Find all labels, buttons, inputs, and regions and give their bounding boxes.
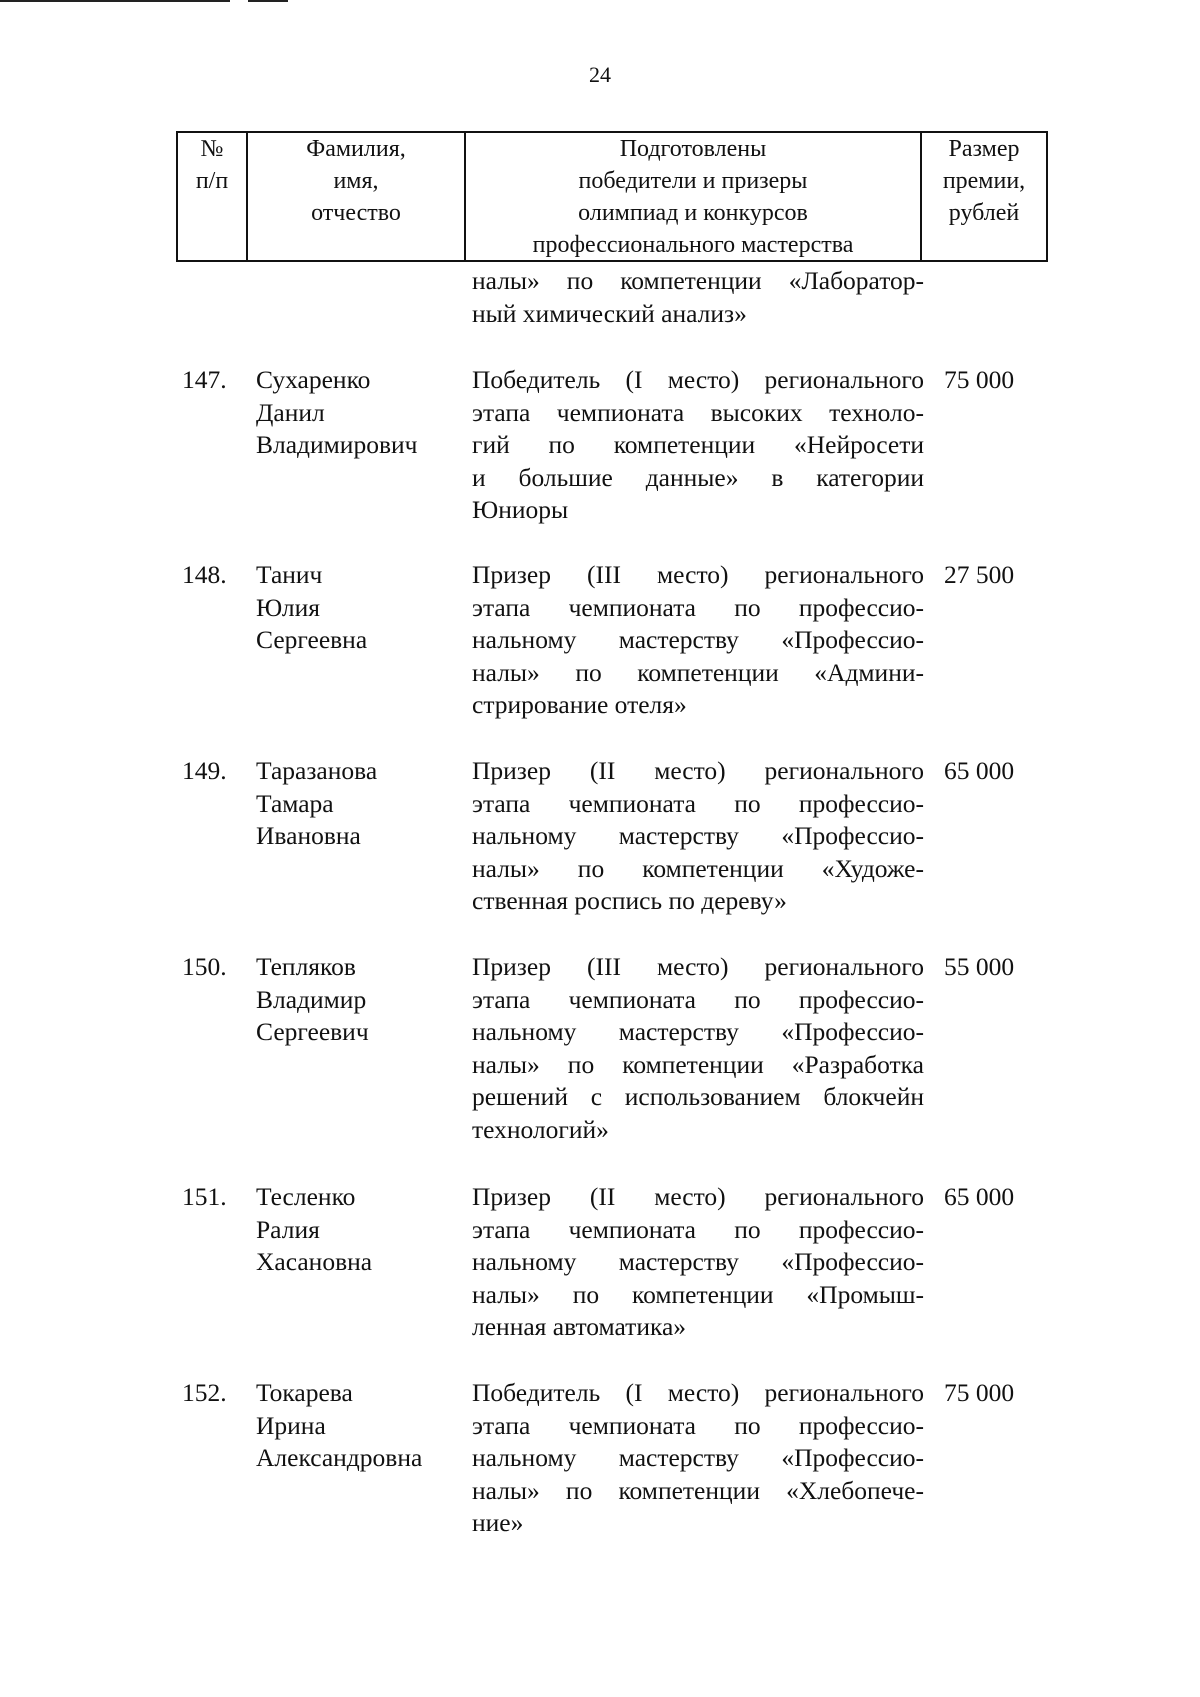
scan-mark-top-left-2: [248, 0, 288, 2]
header-col-num: [178, 133, 246, 260]
header-prize-line: рублей: [948, 200, 1020, 226]
desc-line: этапа чемпионата по профессио-: [472, 788, 924, 818]
desc-line: нальному мастерству «Профессио-: [472, 625, 924, 654]
desc-line: Призер (III место) регионального: [472, 952, 924, 981]
row-description: [472, 1377, 924, 1540]
name-line: Ирина: [256, 1410, 326, 1440]
row-name: [256, 755, 456, 853]
header-num-line: п/п: [195, 168, 229, 194]
desc-line: налы» по компетенции «Админи-: [472, 657, 924, 687]
row-name: [256, 559, 456, 657]
row-name: [256, 364, 456, 462]
desc-line: гий по компетенции «Нейросети: [472, 430, 924, 459]
desc-line: этапа чемпионата высоких техноло-: [472, 397, 924, 427]
desc-line: и большие данные» в категории: [472, 462, 924, 492]
desc-line: решений с использованием блокчейн: [472, 1082, 924, 1111]
desc-line: налы» по компетенции «Художе-: [472, 853, 924, 883]
desc-line: нальному мастерству «Профессио-: [472, 1443, 924, 1472]
row-number: 150.: [182, 952, 227, 981]
row-name: [256, 1377, 456, 1475]
row-number: 148.: [182, 560, 227, 589]
desc-line: нальному мастерству «Профессио-: [472, 821, 924, 850]
desc-line: ленная автоматика»: [472, 1312, 687, 1341]
desc-line: налы» по компетенции «Промыш-: [472, 1279, 924, 1309]
header-col-prize: [922, 133, 1046, 260]
row-name: [256, 951, 456, 1049]
name-line: Тесленко: [256, 1182, 356, 1211]
row-description: [472, 1181, 924, 1344]
row-description: [472, 755, 924, 918]
name-line: Тамара: [256, 788, 334, 818]
header-desc-line: победители и призеры: [578, 168, 808, 194]
row-description: [472, 951, 924, 1146]
header-desc-line: олимпиад и конкурсов: [578, 200, 808, 226]
desc-line: Победитель (I место) регионального: [472, 365, 924, 394]
desc-line: Юниоры: [472, 495, 569, 524]
name-line: Ралия: [256, 1214, 320, 1244]
continuation-line: ный химический анализ»: [472, 298, 747, 328]
header-prize-line: премии,: [942, 168, 1026, 194]
table-header: [176, 131, 1048, 262]
header-desc-line: профессионального мастерства: [532, 232, 854, 258]
name-line: Сухаренко: [256, 365, 371, 394]
continuation-line: налы» по компетенции «Лаборатор-: [472, 266, 924, 295]
header-name-line: отчество: [311, 200, 401, 226]
name-line: Таразанова: [256, 756, 378, 785]
desc-line: Победитель (I место) регионального: [472, 1378, 924, 1407]
desc-line: нальному мастерству «Профессио-: [472, 1247, 924, 1276]
header-name-line: имя,: [333, 168, 379, 194]
row-prize: 55 000: [944, 952, 1015, 981]
name-line: Владимирович: [256, 430, 418, 459]
row-number: 151.: [182, 1182, 227, 1211]
row-prize: 65 000: [944, 756, 1015, 785]
row-prize: 75 000: [944, 1378, 1015, 1407]
desc-line: Призер (II место) регионального: [472, 756, 924, 785]
desc-line: нальному мастерству «Профессио-: [472, 1017, 924, 1046]
page-number: 24: [589, 62, 611, 87]
desc-line: ние»: [472, 1508, 524, 1537]
header-num-line: №: [200, 136, 224, 162]
desc-line: Призер (III место) регионального: [472, 560, 924, 589]
row-description: [472, 559, 924, 722]
row-prize: 65 000: [944, 1182, 1015, 1211]
name-line: Токарева: [256, 1378, 353, 1407]
row-number: 147.: [182, 365, 227, 394]
row-prize: 75 000: [944, 365, 1015, 394]
row-number: 152.: [182, 1378, 227, 1407]
header-desc-line: Подготовлены: [619, 136, 767, 162]
desc-line: налы» по компетенции «Разработка: [472, 1049, 924, 1079]
scan-mark-top-left: [0, 0, 230, 2]
desc-line: ственная роспись по дереву»: [472, 886, 787, 915]
name-line: Тепляков: [256, 952, 356, 981]
header-name-line: Фамилия,: [306, 136, 406, 162]
header-prize-line: Размер: [948, 136, 1020, 162]
desc-line: стрирование отеля»: [472, 690, 687, 719]
desc-line: технологий»: [472, 1114, 609, 1144]
continuation-text: [472, 265, 924, 330]
header-col-name: [248, 133, 464, 260]
name-line: Данил: [256, 397, 325, 427]
name-line: Сергеевич: [256, 1017, 369, 1046]
desc-line: этапа чемпионата по профессио-: [472, 592, 924, 622]
row-name: [256, 1181, 456, 1279]
name-line: Юлия: [256, 592, 320, 622]
name-line: Сергеевна: [256, 625, 368, 654]
name-line: Владимир: [256, 984, 367, 1014]
name-line: Ивановна: [256, 821, 361, 850]
desc-line: Призер (II место) регионального: [472, 1182, 924, 1211]
name-line: Александровна: [256, 1443, 423, 1472]
row-number: 149.: [182, 756, 227, 785]
row-prize: 27 500: [944, 560, 1015, 589]
desc-line: этапа чемпионата по профессио-: [472, 984, 924, 1014]
row-description: [472, 364, 924, 527]
desc-line: налы» по компетенции «Хлебопече-: [472, 1475, 924, 1505]
desc-line: этапа чемпионата по профессио-: [472, 1410, 924, 1440]
header-col-desc: [466, 133, 920, 260]
name-line: Танич: [256, 560, 323, 589]
desc-line: этапа чемпионата по профессио-: [472, 1214, 924, 1244]
name-line: Хасановна: [256, 1247, 373, 1276]
